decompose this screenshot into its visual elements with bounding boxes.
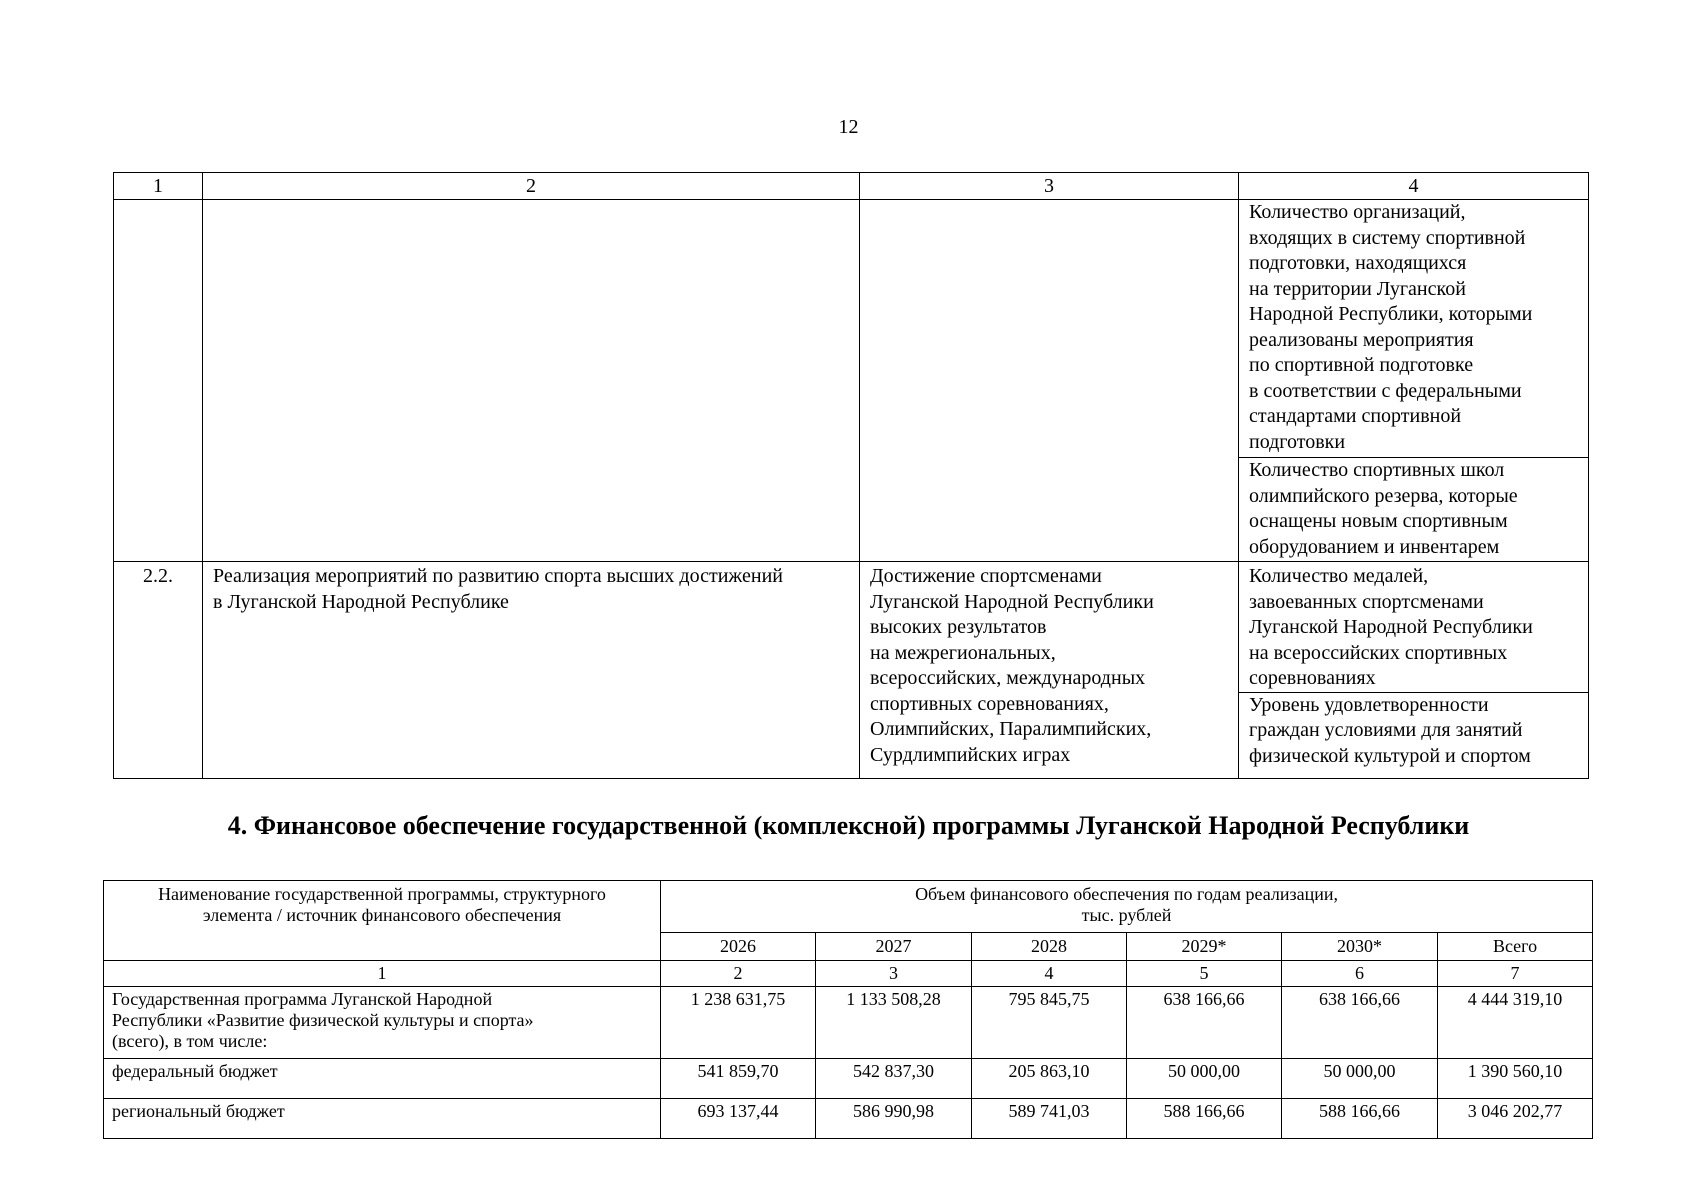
indicator-line: Уровень удовлетворенности: [1249, 693, 1489, 716]
task-line: Реализация мероприятий по развитию спорта высших достижений: [213, 565, 783, 587]
effect-line: спортивных соревнованиях,: [870, 692, 1109, 715]
amount-cell: 589 741,03: [972, 1099, 1127, 1139]
name-header-line: Наименование государственной программы, структурного: [158, 884, 606, 904]
volume-header: [661, 881, 1593, 933]
table-row: [114, 562, 1589, 693]
indicator-cell: [1239, 562, 1589, 693]
column-number-row: [104, 961, 1593, 987]
effect-line: Сурдлимпийских играх: [870, 743, 1071, 766]
task-cell: [203, 200, 860, 562]
amount-cell: 50 000,00: [1282, 1059, 1438, 1099]
amount-cell: 693 137,44: [661, 1099, 816, 1139]
program-name-line: Государственная программа Луганской Народной: [112, 989, 493, 1009]
column-number-row: [114, 173, 1589, 200]
program-name-cell: [104, 987, 661, 1059]
indicator-line: оборудованием и инвентарем: [1249, 535, 1500, 558]
year-header: 2027: [816, 933, 972, 961]
indicator-line: на территории Луганской: [1249, 277, 1466, 300]
indicator-line: оснащены новым спортивным: [1249, 510, 1508, 532]
indicator-line: по спортивной подготовке: [1249, 354, 1474, 376]
header-row: [104, 881, 1593, 933]
task-cell: [203, 562, 860, 779]
indicator-line: на всероссийских спортивных: [1249, 641, 1508, 664]
structural-elements-table: [113, 172, 1589, 779]
indicator-line: Количество медалей,: [1249, 565, 1429, 587]
indicator-line: Количество организаций,: [1249, 201, 1466, 223]
year-header: 2029*: [1127, 933, 1282, 961]
table-row: [104, 1059, 1593, 1099]
name-header-line: элемента / источник финансового обеспечения: [202, 905, 562, 925]
source-name: федеральный бюджет: [112, 1061, 278, 1081]
indicator-line: олимпийского резерва, которые: [1249, 484, 1518, 507]
indicator-line: Количество спортивных школ: [1249, 459, 1505, 481]
task-line: в Луганской Народной Республике: [213, 590, 509, 613]
column-number: 1: [114, 173, 203, 200]
column-number: 1: [104, 961, 661, 987]
total-cell: 4 444 319,10: [1438, 987, 1593, 1059]
indicator-line: физической культурой и спортом: [1249, 744, 1531, 767]
effect-line: высоких результатов: [870, 616, 1047, 638]
amount-cell: 588 166,66: [1127, 1099, 1282, 1139]
amount-cell: 542 837,30: [816, 1059, 972, 1099]
column-number: 7: [1438, 961, 1593, 987]
year-header: 2026: [661, 933, 816, 961]
amount-cell: 638 166,66: [1127, 987, 1282, 1059]
indicator-line: подготовки, находящихся: [1249, 252, 1467, 274]
amount-cell: 541 859,70: [661, 1059, 816, 1099]
year-header: 2028: [972, 933, 1127, 961]
indicator-line: завоеванных спортсменами: [1249, 590, 1484, 613]
page-number: 12: [838, 116, 859, 138]
column-number: 4: [1239, 173, 1589, 200]
column-number: 5: [1127, 961, 1282, 987]
column-number: 2: [661, 961, 816, 987]
financing-table: [103, 880, 1593, 1139]
table-row: [104, 1099, 1593, 1139]
column-number: 6: [1282, 961, 1438, 987]
volume-header-line: Объем финансового обеспечения по годам реализации,: [915, 884, 1338, 904]
column-number: 3: [860, 173, 1239, 200]
total-header: Всего: [1438, 933, 1593, 961]
volume-header-line: тыс. рублей: [1081, 905, 1172, 925]
amount-cell: 50 000,00: [1127, 1059, 1282, 1099]
name-header: [104, 881, 661, 961]
amount-cell: 1 133 508,28: [816, 987, 972, 1059]
amount-cell: 795 845,75: [972, 987, 1127, 1059]
total-cell: 1 390 560,10: [1438, 1059, 1593, 1099]
program-name-line: Республики «Развитие физической культуры и спорта»: [112, 1010, 534, 1030]
total-cell: 3 046 202,77: [1438, 1099, 1593, 1139]
effect-line: Луганской Народной Республики: [870, 590, 1154, 613]
year-header: 2030*: [1282, 933, 1438, 961]
indicator-cell: [1239, 692, 1589, 778]
indicator-cell: [1239, 458, 1589, 562]
indicator-line: входящих в систему спортивной: [1249, 226, 1526, 249]
table-row: [114, 200, 1589, 458]
effect-cell: [860, 200, 1239, 562]
column-number: 3: [816, 961, 972, 987]
effect-line: Олимпийских, Паралимпийских,: [870, 718, 1152, 740]
program-name-line: (всего), в том числе:: [112, 1031, 268, 1051]
amount-cell: 205 863,10: [972, 1059, 1127, 1099]
column-number: 2: [203, 173, 860, 200]
source-name-cell: [104, 1059, 661, 1099]
indicator-line: в соответствии с федеральными: [1249, 379, 1522, 402]
section-title: 4. Финансовое обеспечение государственной (комплексной) программы Луганской Народной Республики: [227, 811, 1470, 840]
indicator-cell: [1239, 200, 1589, 458]
amount-cell: 638 166,66: [1282, 987, 1438, 1059]
amount-cell: 586 990,98: [816, 1099, 972, 1139]
table-row: [104, 987, 1593, 1059]
amount-cell: 588 166,66: [1282, 1099, 1438, 1139]
row-number-cell: [114, 200, 203, 562]
row-number-cell: [114, 562, 203, 779]
indicator-line: Народной Республики, которыми: [1249, 303, 1533, 325]
effect-cell: [860, 562, 1239, 779]
indicator-line: реализованы мероприятия: [1249, 328, 1474, 351]
effect-line: Достижение спортсменами: [870, 565, 1102, 587]
amount-cell: 1 238 631,75: [661, 987, 816, 1059]
effect-line: всероссийских, международных: [870, 667, 1146, 689]
indicator-line: граждан условиями для занятий: [1249, 719, 1523, 741]
effect-line: на межрегиональных,: [870, 641, 1056, 664]
indicator-line: стандартами спортивной: [1249, 405, 1462, 427]
source-name: региональный бюджет: [112, 1101, 285, 1121]
indicator-line: подготовки: [1249, 430, 1346, 453]
indicator-line: Луганской Народной Республики: [1249, 616, 1533, 638]
source-name-cell: [104, 1099, 661, 1139]
row-number: 2.2.: [143, 565, 173, 587]
column-number: 4: [972, 961, 1127, 987]
indicator-line: соревнованиях: [1249, 667, 1376, 689]
